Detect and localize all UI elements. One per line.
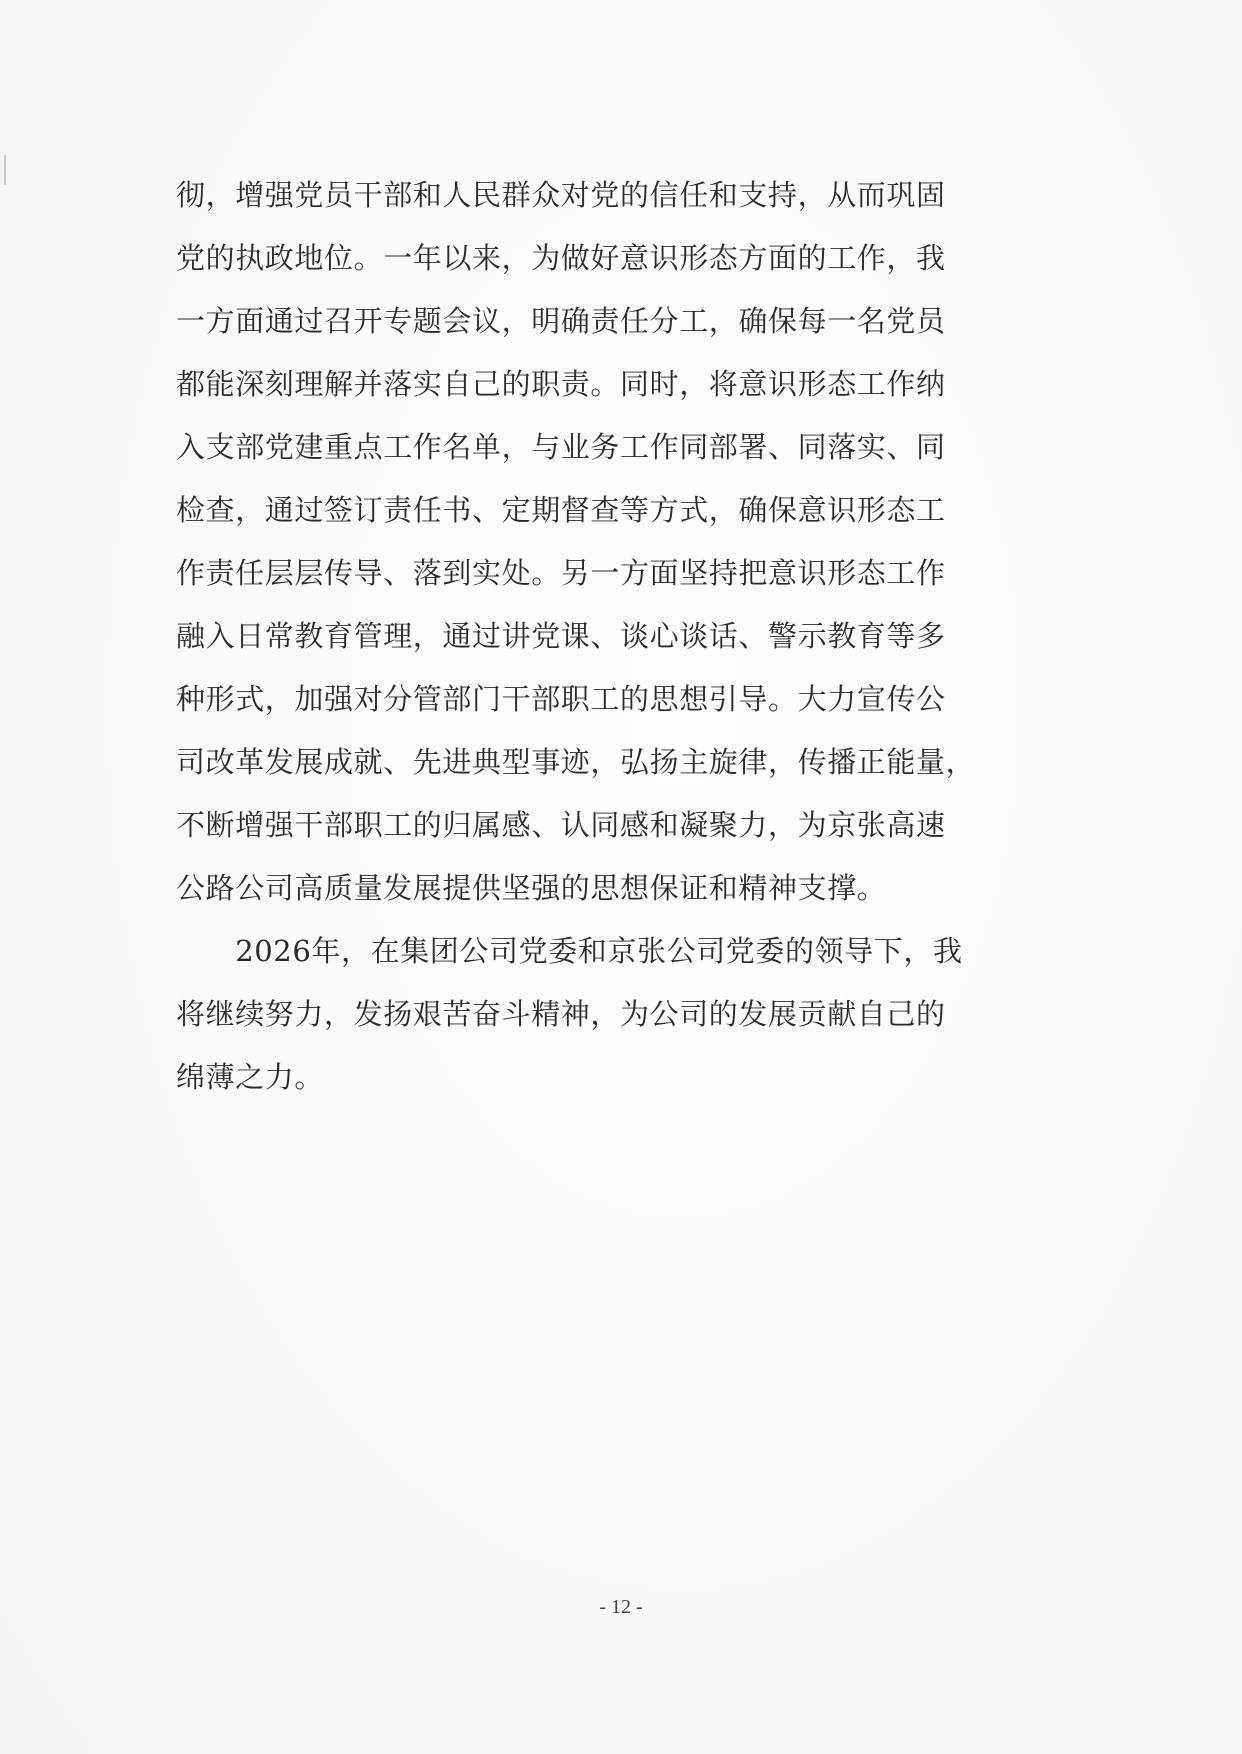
text-line: 彻，增强党员干部和人民群众对党的信任和支持，从而巩固 xyxy=(176,178,946,212)
text-line: 一方面通过召开专题会议，明确责任分工，确保每一名党员 xyxy=(176,304,946,338)
text-line: 将继续努力，发扬艰苦奋斗精神，为公司的发展贡献自己的 xyxy=(176,997,946,1031)
text-line: 公路公司高质量发展提供坚强的思想保证和精神支撑。 xyxy=(176,871,887,905)
text-line: 2026年，在集团公司党委和京张公司党委的领导下，我 xyxy=(176,934,963,968)
text-line: 种形式，加强对分管部门干部职工的思想引导。大力宣传公 xyxy=(176,682,946,716)
text-line: 党的执政地位。一年以来，为做好意识形态方面的工作，我 xyxy=(176,241,946,275)
text-line: 不断增强干部职工的归属感、认同感和凝聚力，为京张高速 xyxy=(176,808,946,842)
text-line: 入支部党建重点工作名单，与业务工作同部署、同落实、同 xyxy=(176,430,946,464)
text-line: 都能深刻理解并落实自己的职责。同时，将意识形态工作纳 xyxy=(176,367,946,401)
text-line: 司改革发展成就、先进典型事迹，弘扬主旋律，传播正能量， xyxy=(176,745,976,779)
body-text xyxy=(176,164,1068,1109)
text-line: 融入日常教育管理，通过讲党课、谈心谈话、警示教育等多 xyxy=(176,619,946,653)
text-line: 检查，通过签订责任书、定期督查等方式，确保意识形态工 xyxy=(176,493,946,527)
page-number: - 12 - xyxy=(599,1596,643,1618)
text-line: 作责任层层传导、落到实处。另一方面坚持把意识形态工作 xyxy=(176,556,946,590)
scan-edge-mark xyxy=(4,155,6,185)
text-line: 绵薄之力。 xyxy=(176,1060,325,1094)
